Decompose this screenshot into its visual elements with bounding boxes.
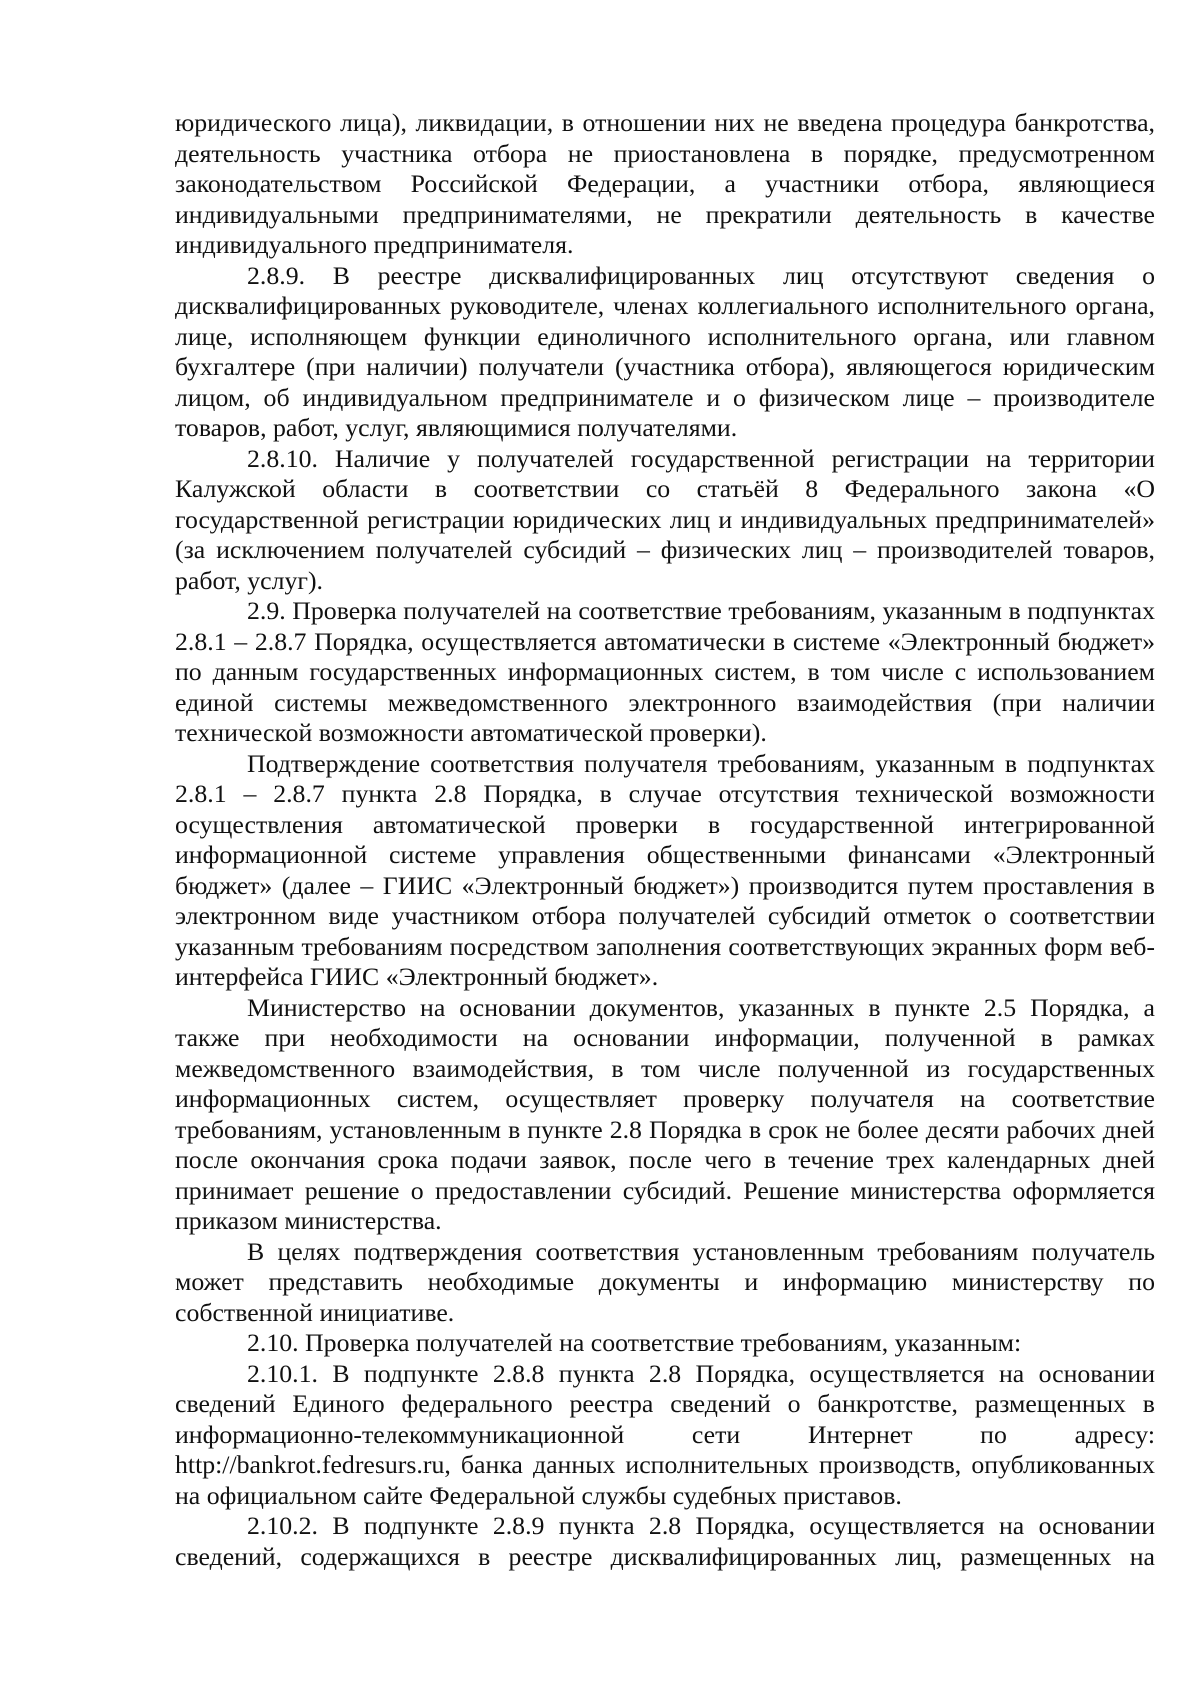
paragraph-continuation: юридического лица), ликвидации, в отношении них не введена процедура банкротства, деятельность участника отбора не приостановлена в порядке, предусмотренном законодательством Российской Федерации, а участники отбора, являющиеся индивидуальными предпринимателями, не прекратили деятельность в качестве индивидуального предпринимателя. — [175, 108, 1155, 259]
paragraph-2-10-2: 2.10.2. В подпункте 2.8.9 пункта 2.8 Порядка, осуществляется на основании сведений, содержащихся в реестре дисквалифицированных лиц, размещенных на — [175, 1511, 1155, 1571]
paragraph-2-10-1: 2.10.1. В подпункте 2.8.8 пункта 2.8 Порядка, осуществляется на основании сведений Единого федерального реестра сведений о банкротстве, размещенных в информационно-телекоммуникационной сети Интернет по адресу: http://bankrot.fedresurs.ru, банка данных исполнительных производств, опубликованных на официальном сайте Федеральной службы судебных приставов. — [175, 1358, 1155, 1510]
paragraph-ministry-check: Министерство на основании документов, указанных в пункте 2.5 Порядка, а также при необходимости на основании информации, полученной в рамках межведомственного взаимодействия, в том числе полученной из государственных информационных систем, осуществляет проверку получателя на соответствие требованиям, установленным в пункте 2.8 Порядка в срок не более десяти рабочих дней после окончания срока подачи заявок, после чего в течение трех календарных дней принимает решение о предоставлении субсидий. Решение министерства оформляется приказом министерства. — [175, 992, 1155, 1235]
paragraph-2-10: 2.10. Проверка получателей на соответствие требованиям, указанным: — [247, 1328, 1022, 1357]
paragraph-own-initiative: В целях подтверждения соответствия установленным требованиям получатель может представить необходимые документы и информацию министерству по собственной инициативе. — [175, 1236, 1155, 1327]
paragraph-confirmation: Подтверждение соответствия получателя требованиям, указанным в подпунктах 2.8.1 – 2.8.7 пункта 2.8 Порядка, в случае отсутствия технической возможности осуществления автоматической проверки в государственной интегрированной информационной системе управления общественными финансами «Электронный бюджет» (далее – ГИИС «Электронный бюджет») производится путем проставления в электронном виде участником отбора получателей субсидий отметок о соответствии указанным требованиям посредством заполнения соответствующих экранных форм веб-интерфейса ГИИС «Электронный бюджет». — [175, 748, 1155, 991]
document-body — [175, 108, 1155, 1572]
paragraph-2-8-9: 2.8.9. В реестре дисквалифицированных лиц отсутствуют сведения о дисквалифицированных руководителе, членах коллегиального исполнительного органа, лице, исполняющем функции единоличного исполнительного органа, или главном бухгалтере (при наличии) получатели (участника отбора), являющегося юридическим лицом, об индивидуальном предпринимателе и о физическом лице – производителе товаров, работ, услуг, являющимися получателями. — [175, 260, 1155, 442]
paragraph-2-8-10: 2.8.10. Наличие у получателей государственной регистрации на территории Калужской области в соответствии со статьёй 8 Федерального закона «О государственной регистрации юридических лиц и индивидуальных предпринимателей» (за исключением получателей субсидий – физических лиц – производителей товаров, работ, услуг). — [175, 443, 1155, 595]
paragraph-2-9: 2.9. Проверка получателей на соответствие требованиям, указанным в подпунктах 2.8.1 – 2.8.7 Порядка, осуществляется автоматически в системе «Электронный бюджет» по данным государственных информационных систем, в том числе с использованием единой системы межведомственного электронного взаимодействия (при наличии технической возможности автоматической проверки). — [175, 596, 1155, 747]
